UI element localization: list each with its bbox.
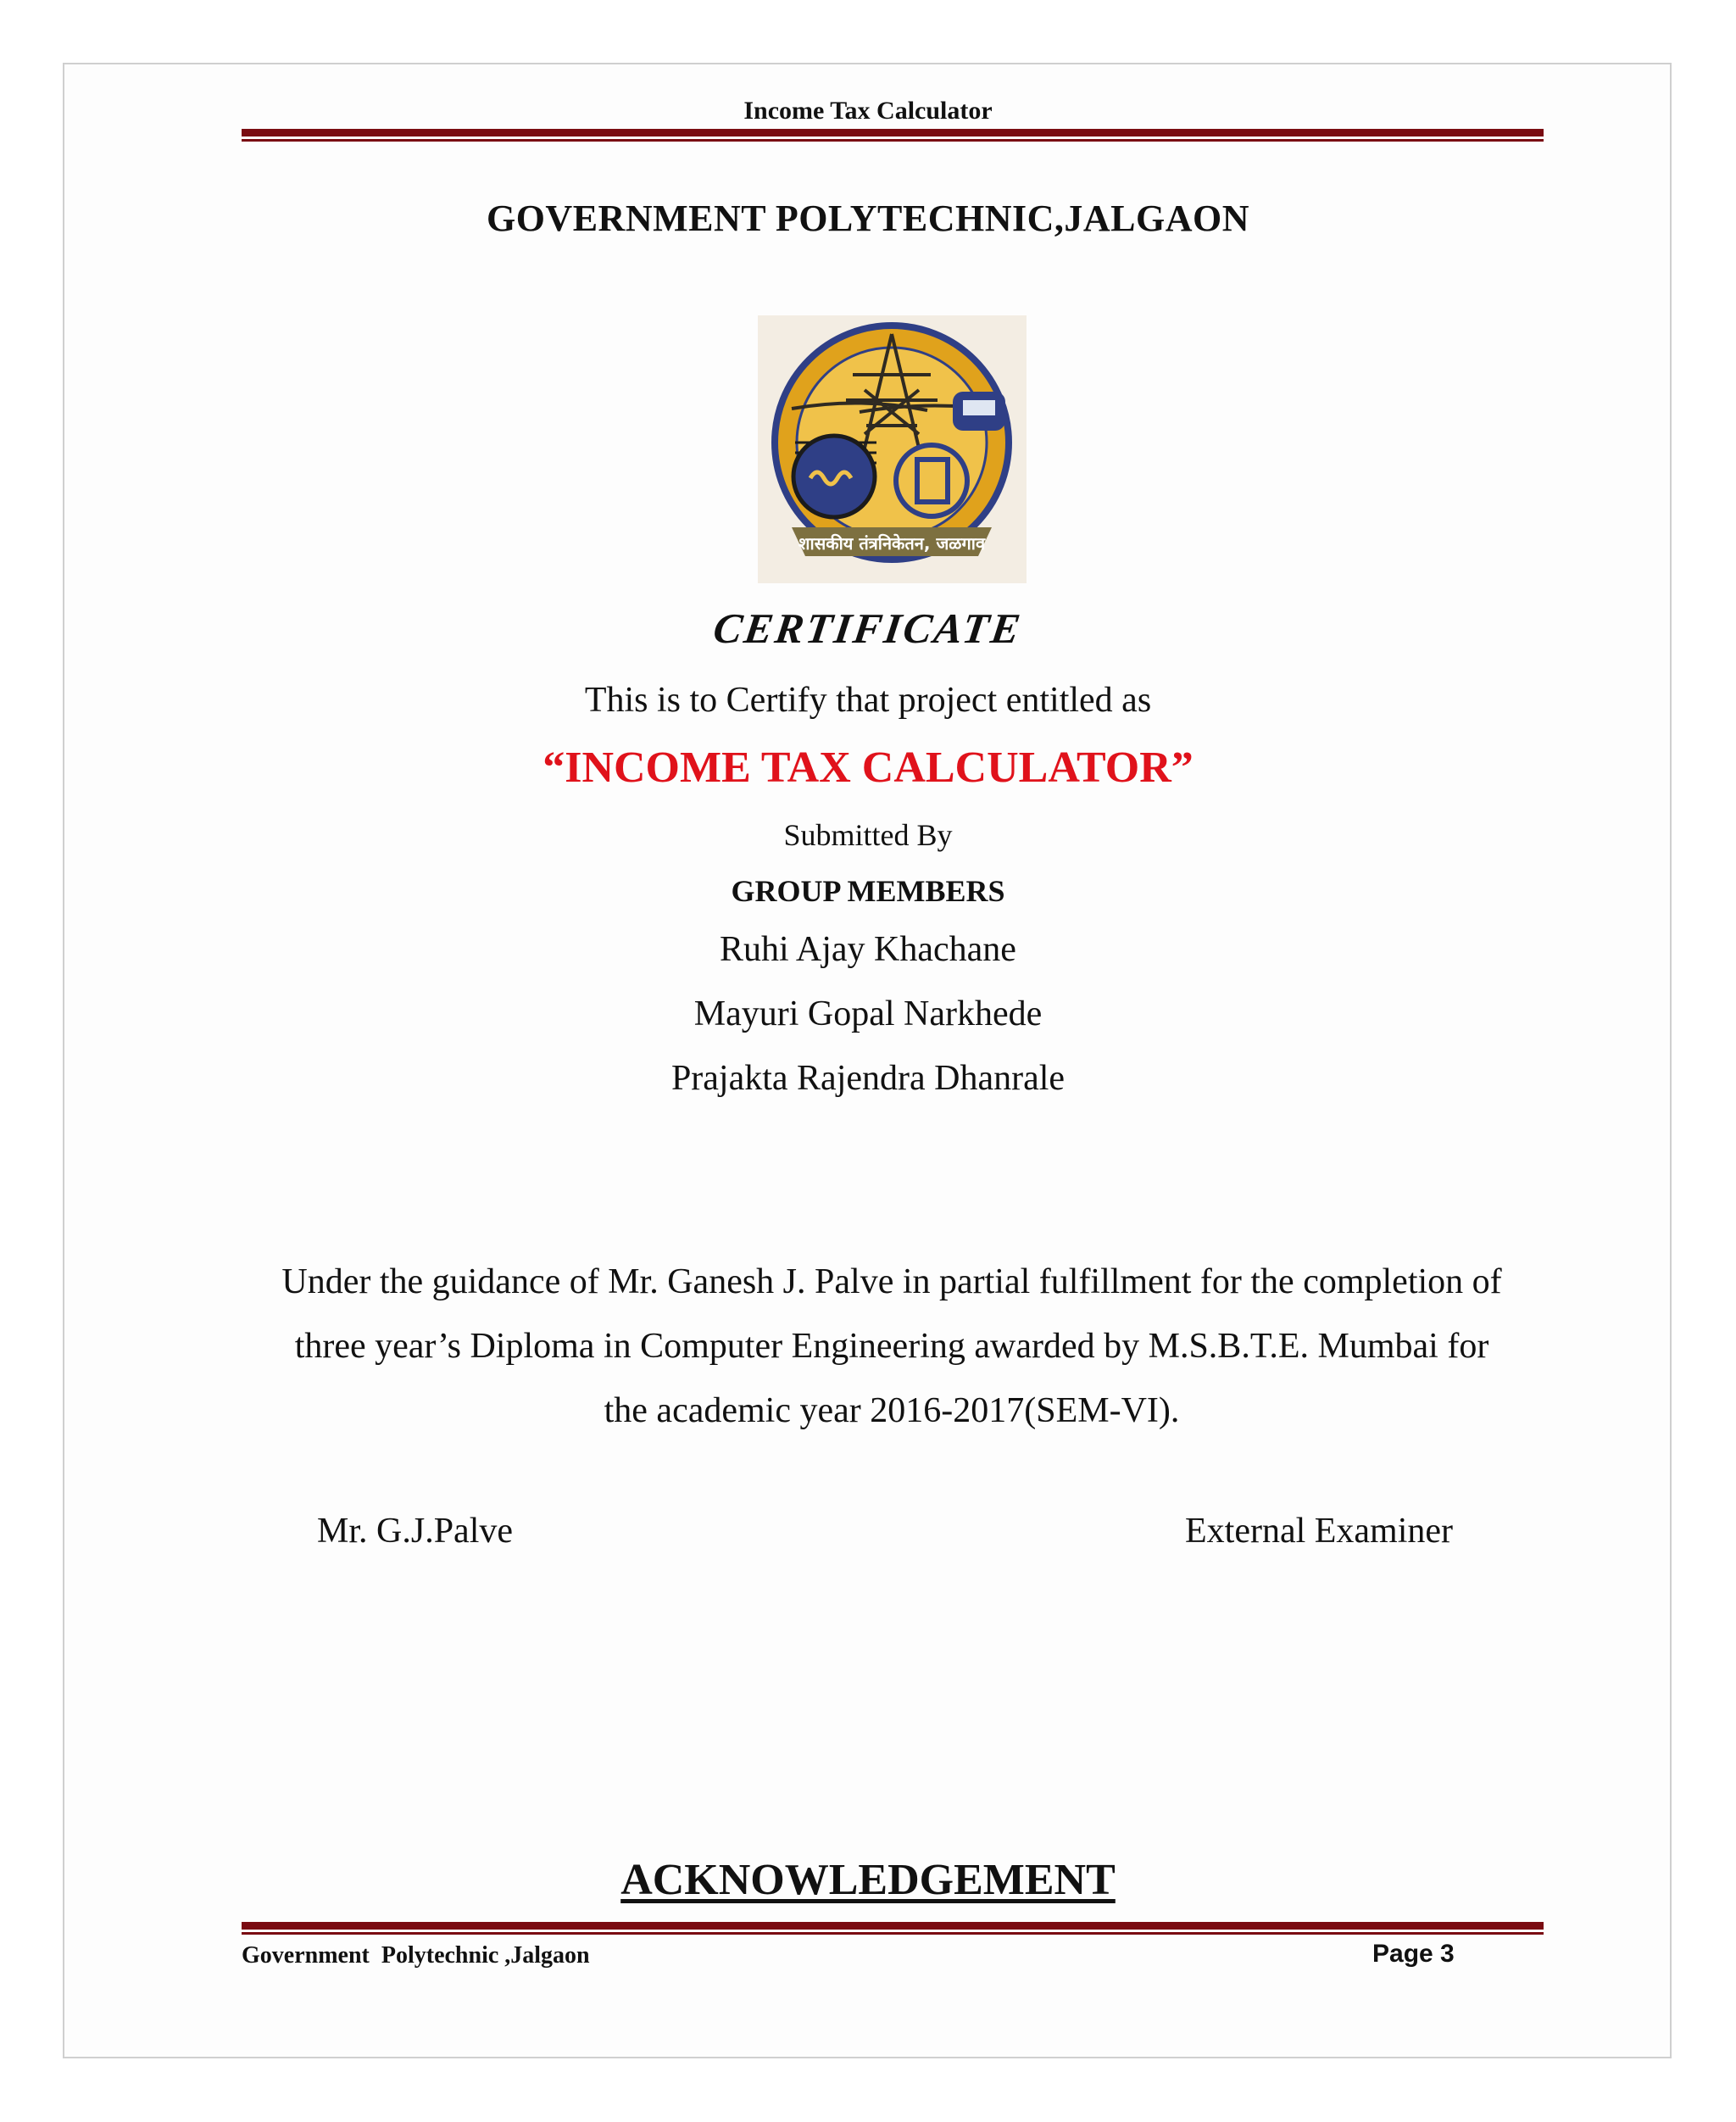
acknowledgement-heading: ACKNOWLEDGEMENT (620, 1856, 1116, 1904)
logo-caption: शासकीय तंत्रनिकेतन, जळगाव (798, 533, 986, 554)
guidance-line: three year’s Diploma in Computer Engineering awarded by M.S.B.T.E. Mumbai for (294, 1327, 1489, 1366)
member-name: Mayuri Gopal Narkhede (693, 994, 1043, 1033)
certificate-heading: CERTIFICATE (710, 604, 1026, 652)
footer-rule-thick (242, 1922, 1544, 1930)
institute-name: GOVERNMENT POLYTECHNIC,JALGAON (486, 198, 1249, 239)
header-rule-thick (242, 129, 1544, 136)
submitted-by: Submitted By (783, 818, 953, 852)
examiner-signature: External Examiner (1185, 1512, 1454, 1551)
header-title: Income Tax Calculator (743, 97, 993, 125)
certificate-intro: This is to Certify that project entitled as (584, 681, 1152, 720)
footer-institute: Government Polytechnic ,Jalgaon (242, 1942, 590, 1969)
guide-signature: Mr. G.J.Palve (317, 1512, 513, 1551)
member-name: Prajakta Rajendra Dhanrale (670, 1059, 1066, 1098)
page-number: Page 3 (1372, 1940, 1455, 1968)
header-rule-thin (242, 139, 1544, 142)
guidance-paragraph (229, 1250, 1555, 1443)
guidance-line: the academic year 2016-2017(SEM-VI). (604, 1391, 1180, 1430)
guidance-line: Under the guidance of Mr. Ganesh J. Palve in partial fulfillment for the completion of (281, 1262, 1502, 1301)
member-name: Ruhi Ajay Khachane (720, 930, 1016, 969)
college-logo (758, 315, 1027, 583)
footer-rule-thin (242, 1932, 1544, 1935)
group-members-heading: GROUP MEMBERS (731, 874, 1005, 908)
project-title: “INCOME TAX CALCULATOR” (542, 744, 1194, 792)
